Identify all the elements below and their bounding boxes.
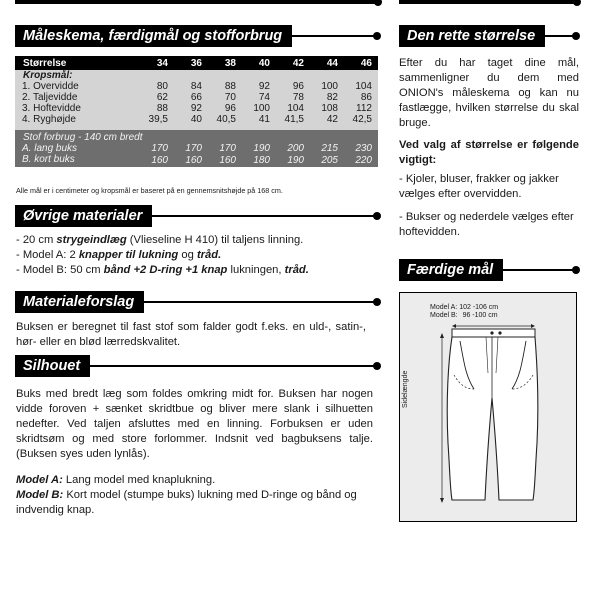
right-size-bullet-2: - Bukser og nederdele vælges efter hoftevidden. — [399, 211, 574, 238]
other-materials-list — [16, 233, 378, 278]
body-group-label: Kropsmål: — [15, 70, 378, 81]
trousers-drawing-box — [399, 292, 577, 522]
right-size-title: Den rette størrelse — [399, 25, 545, 47]
material-suggestion-text: Buksen er beregnet til fast stof som falder godt f.eks. en uld-, satin-, hør- eller en blød lærredskvalitet. — [16, 321, 366, 348]
list-item: - Model A: 2 knapper til lukning og tråd. — [16, 249, 222, 261]
silhouette-paragraph: Buks med bredt læg som foldes omkring midt for. Buksen har nogen vidde foroven + sænket skridtbue og bliver mere slank i silhuetten nedefter. Ved taljen afsluttes med en linning. Forbuksen er uden skridtsøm og med store forlommer. Indsnit ved bagbuksens talje. (Buksen syes uden lynlås). — [16, 388, 373, 460]
table-row: 2. Taljevidde 62 66 70 74 78 82 86 — [15, 92, 378, 103]
list-item: - 20 cm strygeindlæg (Vlieseline H 410) til taljens linning. — [16, 234, 304, 246]
other-materials-header — [15, 205, 378, 227]
table-row: A. lang buks 170 170 170 190 200 215 230 — [15, 143, 378, 154]
size-col: 38 — [208, 56, 242, 70]
finished-model-a: Model A: 102 -106 cm — [430, 304, 499, 311]
size-col: 34 — [140, 56, 174, 70]
silhouette-text — [16, 387, 373, 518]
top-rule-right — [399, 0, 577, 4]
fabric-group-row — [15, 130, 378, 143]
material-suggestion-header — [15, 291, 378, 313]
size-table-header-row — [15, 56, 378, 70]
size-col: 42 — [276, 56, 310, 70]
trousers-outline — [447, 337, 538, 500]
model-a-line: Model A: Lang model med knaplukning. — [16, 474, 216, 486]
fabric-group-label: Stof forbrug - 140 cm bredt — [15, 130, 378, 143]
model-b-line: Model B: Kort model (stumpe buks) lukning med D-ringe og bånd og indvendig knap. — [16, 489, 357, 516]
measurement-section-title: Måleskema, færdigmål og stofforbrug — [15, 25, 292, 47]
size-col: 36 — [174, 56, 208, 70]
table-footnote: Alle mål er i centimeter og kropsmål er baseret på en gennemsnitshøjde på 168 cm. — [16, 186, 283, 195]
trousers-drawing — [400, 293, 575, 520]
top-rule-left — [15, 0, 378, 4]
side-length-label: Sidelængde — [402, 370, 409, 408]
table-row: 4. Ryghøjde 39,5 40 40,5 41 41,5 42 42,5 — [15, 114, 378, 125]
measurement-section-header — [15, 25, 378, 47]
list-item: - Model B: 50 cm bånd +2 D-ring +1 knap lukningen, tråd. — [16, 264, 309, 276]
table-row: 3. Hoftevidde 88 92 96 100 104 108 112 — [15, 103, 378, 114]
right-size-header — [399, 25, 577, 47]
size-col: 44 — [310, 56, 344, 70]
finished-model-b: Model B: 96 -100 cm — [430, 312, 498, 319]
right-size-important: Ved valg af størrelse er følgende vigtigt: — [399, 139, 579, 166]
other-materials-title: Øvrige materialer — [15, 205, 152, 227]
silhouette-header — [15, 355, 378, 377]
size-table — [15, 56, 378, 167]
finished-header — [399, 259, 577, 281]
body-group-row — [15, 70, 378, 81]
silhouette-title: Silhouet — [15, 355, 90, 377]
size-col: 46 — [344, 56, 378, 70]
table-row: B. kort buks 160 160 160 180 190 205 220 — [15, 154, 378, 167]
right-size-paragraph: Efter du har taget dine mål, sammenligner du dem med ONION's måleskema og kan nu fastlægge, hvilken størrelse du skal bruge. — [399, 57, 579, 129]
right-size-bullet-1: - Kjoler, bluser, frakker og jakker vælges efter overvidden. — [399, 173, 559, 200]
finished-title: Færdige mål — [399, 259, 503, 281]
size-col: 40 — [242, 56, 276, 70]
material-suggestion-title: Materialeforslag — [15, 291, 144, 313]
table-row: 1. Overvidde 80 84 88 92 96 100 104 — [15, 81, 378, 92]
size-header-label: Størrelse — [15, 56, 140, 70]
